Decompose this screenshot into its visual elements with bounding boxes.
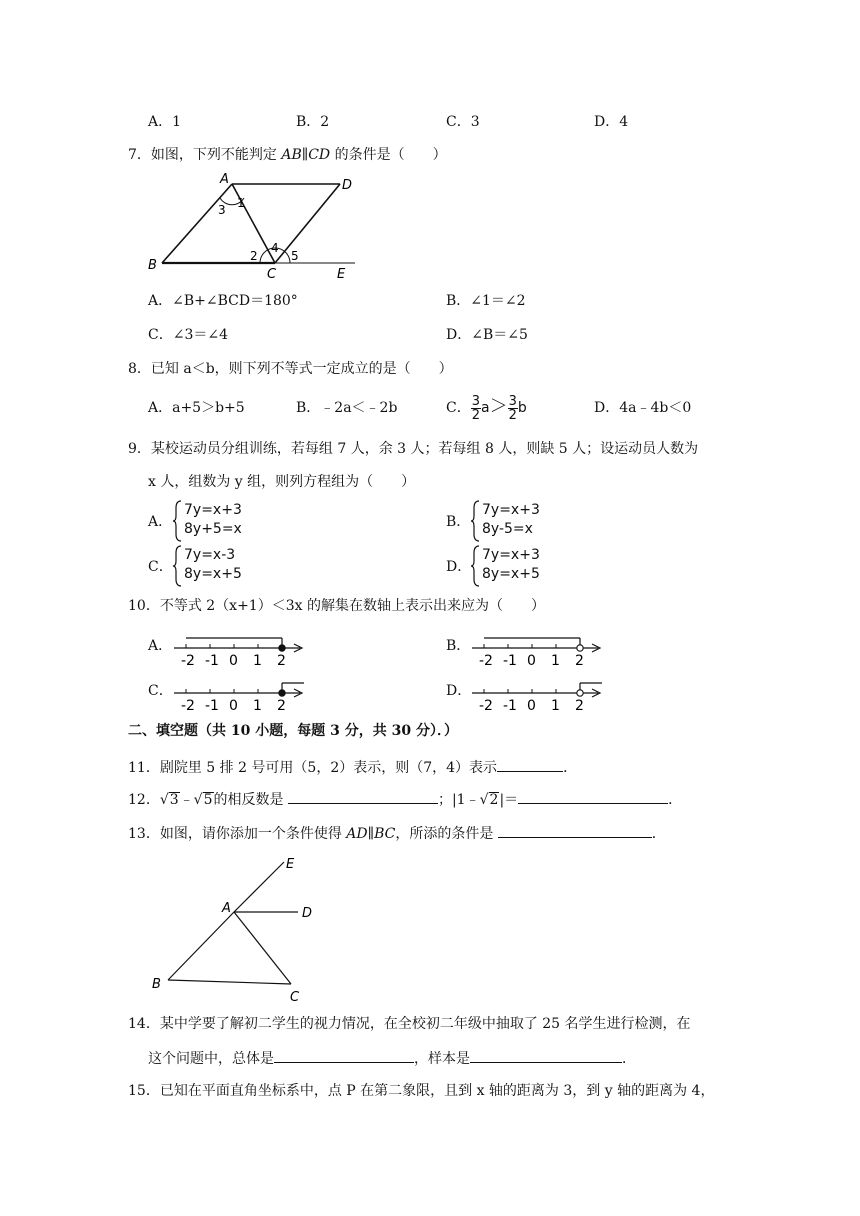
numberline-tick-label: 0	[527, 698, 536, 714]
q9-option-b-label: B．	[446, 514, 471, 530]
q13-label-d: D	[302, 906, 313, 921]
q10-option-a-numberline	[172, 620, 312, 670]
q12-text: 12．√3﹣√5的相反数是 ；|1﹣√2|＝ ．	[128, 788, 682, 812]
q7-label-b: B	[148, 258, 157, 273]
q13-label-c: C	[290, 990, 300, 1004]
q9-option-d-system: 7y=x+3 8y=x+5	[482, 547, 540, 582]
q8-frac-left: $\frac{3}{2}$	[471, 393, 480, 423]
q12-answer-blank-2[interactable]	[518, 789, 668, 804]
q9-option-c-label: C．	[148, 559, 173, 575]
numberline-tick-label: 2	[575, 698, 584, 714]
q9-option-a-system: 7y=x+3 8y+5=x	[184, 502, 242, 537]
q10-option-d-numberline	[470, 665, 610, 715]
numberline-tick-label: -2	[479, 698, 493, 714]
q7-label-1: 1	[237, 196, 245, 210]
q7-option-a: A．∠B+∠BCD＝180°	[148, 293, 298, 309]
q13-text: 13．如图，请你添加一个条件使得 AD∥BC，所添的条件是 ．	[128, 823, 666, 843]
numberline-tick-label: 0	[527, 653, 536, 669]
q8-stem: 8．已知 a＜b，则下列不等式一定成立的是（ ）	[128, 361, 453, 377]
q7-label-a: A	[220, 172, 229, 187]
q7-label-e: E	[337, 267, 346, 282]
q13-label-a: A	[222, 901, 231, 916]
q7-label-4: 4	[271, 241, 279, 255]
q10-stem: 10．不等式 2（x+1）＜3x 的解集在数轴上表示出来应为（ ）	[128, 598, 545, 614]
numberline-tick-label: 1	[551, 653, 560, 669]
q13-label-e: E	[286, 857, 295, 872]
q7-option-c: C．∠3＝∠4	[148, 327, 228, 343]
numberline-tick-label: 0	[229, 698, 238, 714]
q6-option-d: D．4	[594, 114, 629, 130]
q9-option-c-system: 7y=x-3 8y=x+5	[184, 547, 242, 582]
numberline-tick-label: 2	[575, 653, 584, 669]
numberline-tick-label: 2	[277, 698, 286, 714]
q6-option-b: B．2	[296, 114, 330, 130]
numberline-tick-label: 1	[551, 698, 560, 714]
numberline-tick-label: 0	[229, 653, 238, 669]
numberline-tick-label: -2	[181, 698, 195, 714]
numberline-tick-label: 1	[253, 653, 262, 669]
q10-option-c-numberline	[172, 665, 312, 715]
q9-option-a-label: A．	[148, 514, 173, 530]
q10-option-b-numberline	[470, 620, 610, 670]
q13-figure	[148, 852, 328, 1004]
numberline-tick-label: -2	[479, 653, 493, 669]
q14-answer-blank-1[interactable]	[274, 1048, 414, 1063]
q6-option-a: A．1	[148, 114, 182, 130]
q8-frac-right: $\frac{3}{2}$	[508, 393, 517, 423]
q14-line2: 这个问题中，总体是 ，样本是 ．	[148, 1048, 636, 1068]
q7-option-b: B．∠1＝∠2	[446, 293, 526, 309]
q7-option-d: D．∠B＝∠5	[446, 327, 528, 343]
numberline-tick-label: -2	[181, 653, 195, 669]
numberline-tick-label: -1	[205, 653, 219, 669]
q14-line1: 14．某中学要了解初二学生的视力情况，在全校初二年级中抽取了 25 名学生进行检测，在	[128, 1016, 691, 1032]
numberline-tick-label: -1	[205, 698, 219, 714]
q12-answer-blank-1[interactable]	[288, 789, 438, 804]
q13-label-b: B	[152, 977, 161, 992]
q7-label-d: D	[342, 178, 353, 193]
q6-option-c: C．3	[446, 114, 480, 130]
q9-line2: x 人，组数为 y 组，则列方程组为（ ）	[148, 474, 416, 490]
q10-option-c-label: C．	[148, 683, 173, 699]
q14-answer-blank-2[interactable]	[470, 1048, 622, 1063]
section2-title: 二、填空题（共 10 小题，每题 3 分，共 30 分）．）	[128, 723, 458, 739]
numberline-tick-label: -1	[503, 698, 517, 714]
q8-option-a: A．a+5＞b+5	[148, 400, 245, 416]
q9-option-a-brace	[172, 500, 182, 542]
q8-option-b: B．﹣2a＜﹣2b	[296, 400, 398, 416]
q10-option-b-label: B．	[446, 638, 471, 654]
q10-option-d-label: D．	[446, 683, 472, 699]
q9-option-d-label: D．	[446, 559, 472, 575]
q7-label-5: 5	[291, 249, 299, 263]
q10-option-a-label: A．	[148, 638, 173, 654]
q9-option-c-brace	[172, 545, 182, 587]
q15-line1: 15．已知在平面直角坐标系中，点 P 在第二象限，且到 x 轴的距离为 3，到 y 轴的距离为 4，	[128, 1083, 715, 1099]
q9-line1: 9．某校运动员分组训练，若每组 7 人，余 3 人；若每组 8 人，则缺 5 人；设运动员人数为	[128, 441, 699, 457]
q7-stem: 7．如图，下列不能判定 AB∥CD 的条件是（ ）	[128, 147, 447, 163]
q7-label-3: 3	[218, 203, 226, 217]
q9-option-d-brace	[470, 545, 480, 587]
q7-label-2: 2	[250, 249, 258, 263]
numberline-tick-label: 2	[277, 653, 286, 669]
q9-option-b-system: 7y=x+3 8y-5=x	[482, 502, 540, 537]
q7-figure	[140, 172, 370, 284]
q8-option-d: D．4a﹣4b＜0	[594, 400, 692, 416]
q11-text: 11．剧院里 5 排 2 号可用（5，2）表示，则（7，4）表示 ．	[128, 757, 577, 777]
q11-answer-blank[interactable]	[497, 757, 563, 772]
q7-label-c: C	[267, 267, 277, 282]
numberline-tick-label: 1	[253, 698, 262, 714]
q9-option-b-brace	[470, 500, 480, 542]
q13-answer-blank[interactable]	[498, 823, 652, 838]
numberline-tick-label: -1	[503, 653, 517, 669]
q8-option-c: C． $\frac{3}{2}$ a＞ $\frac{3}{2}$ b	[446, 393, 527, 423]
